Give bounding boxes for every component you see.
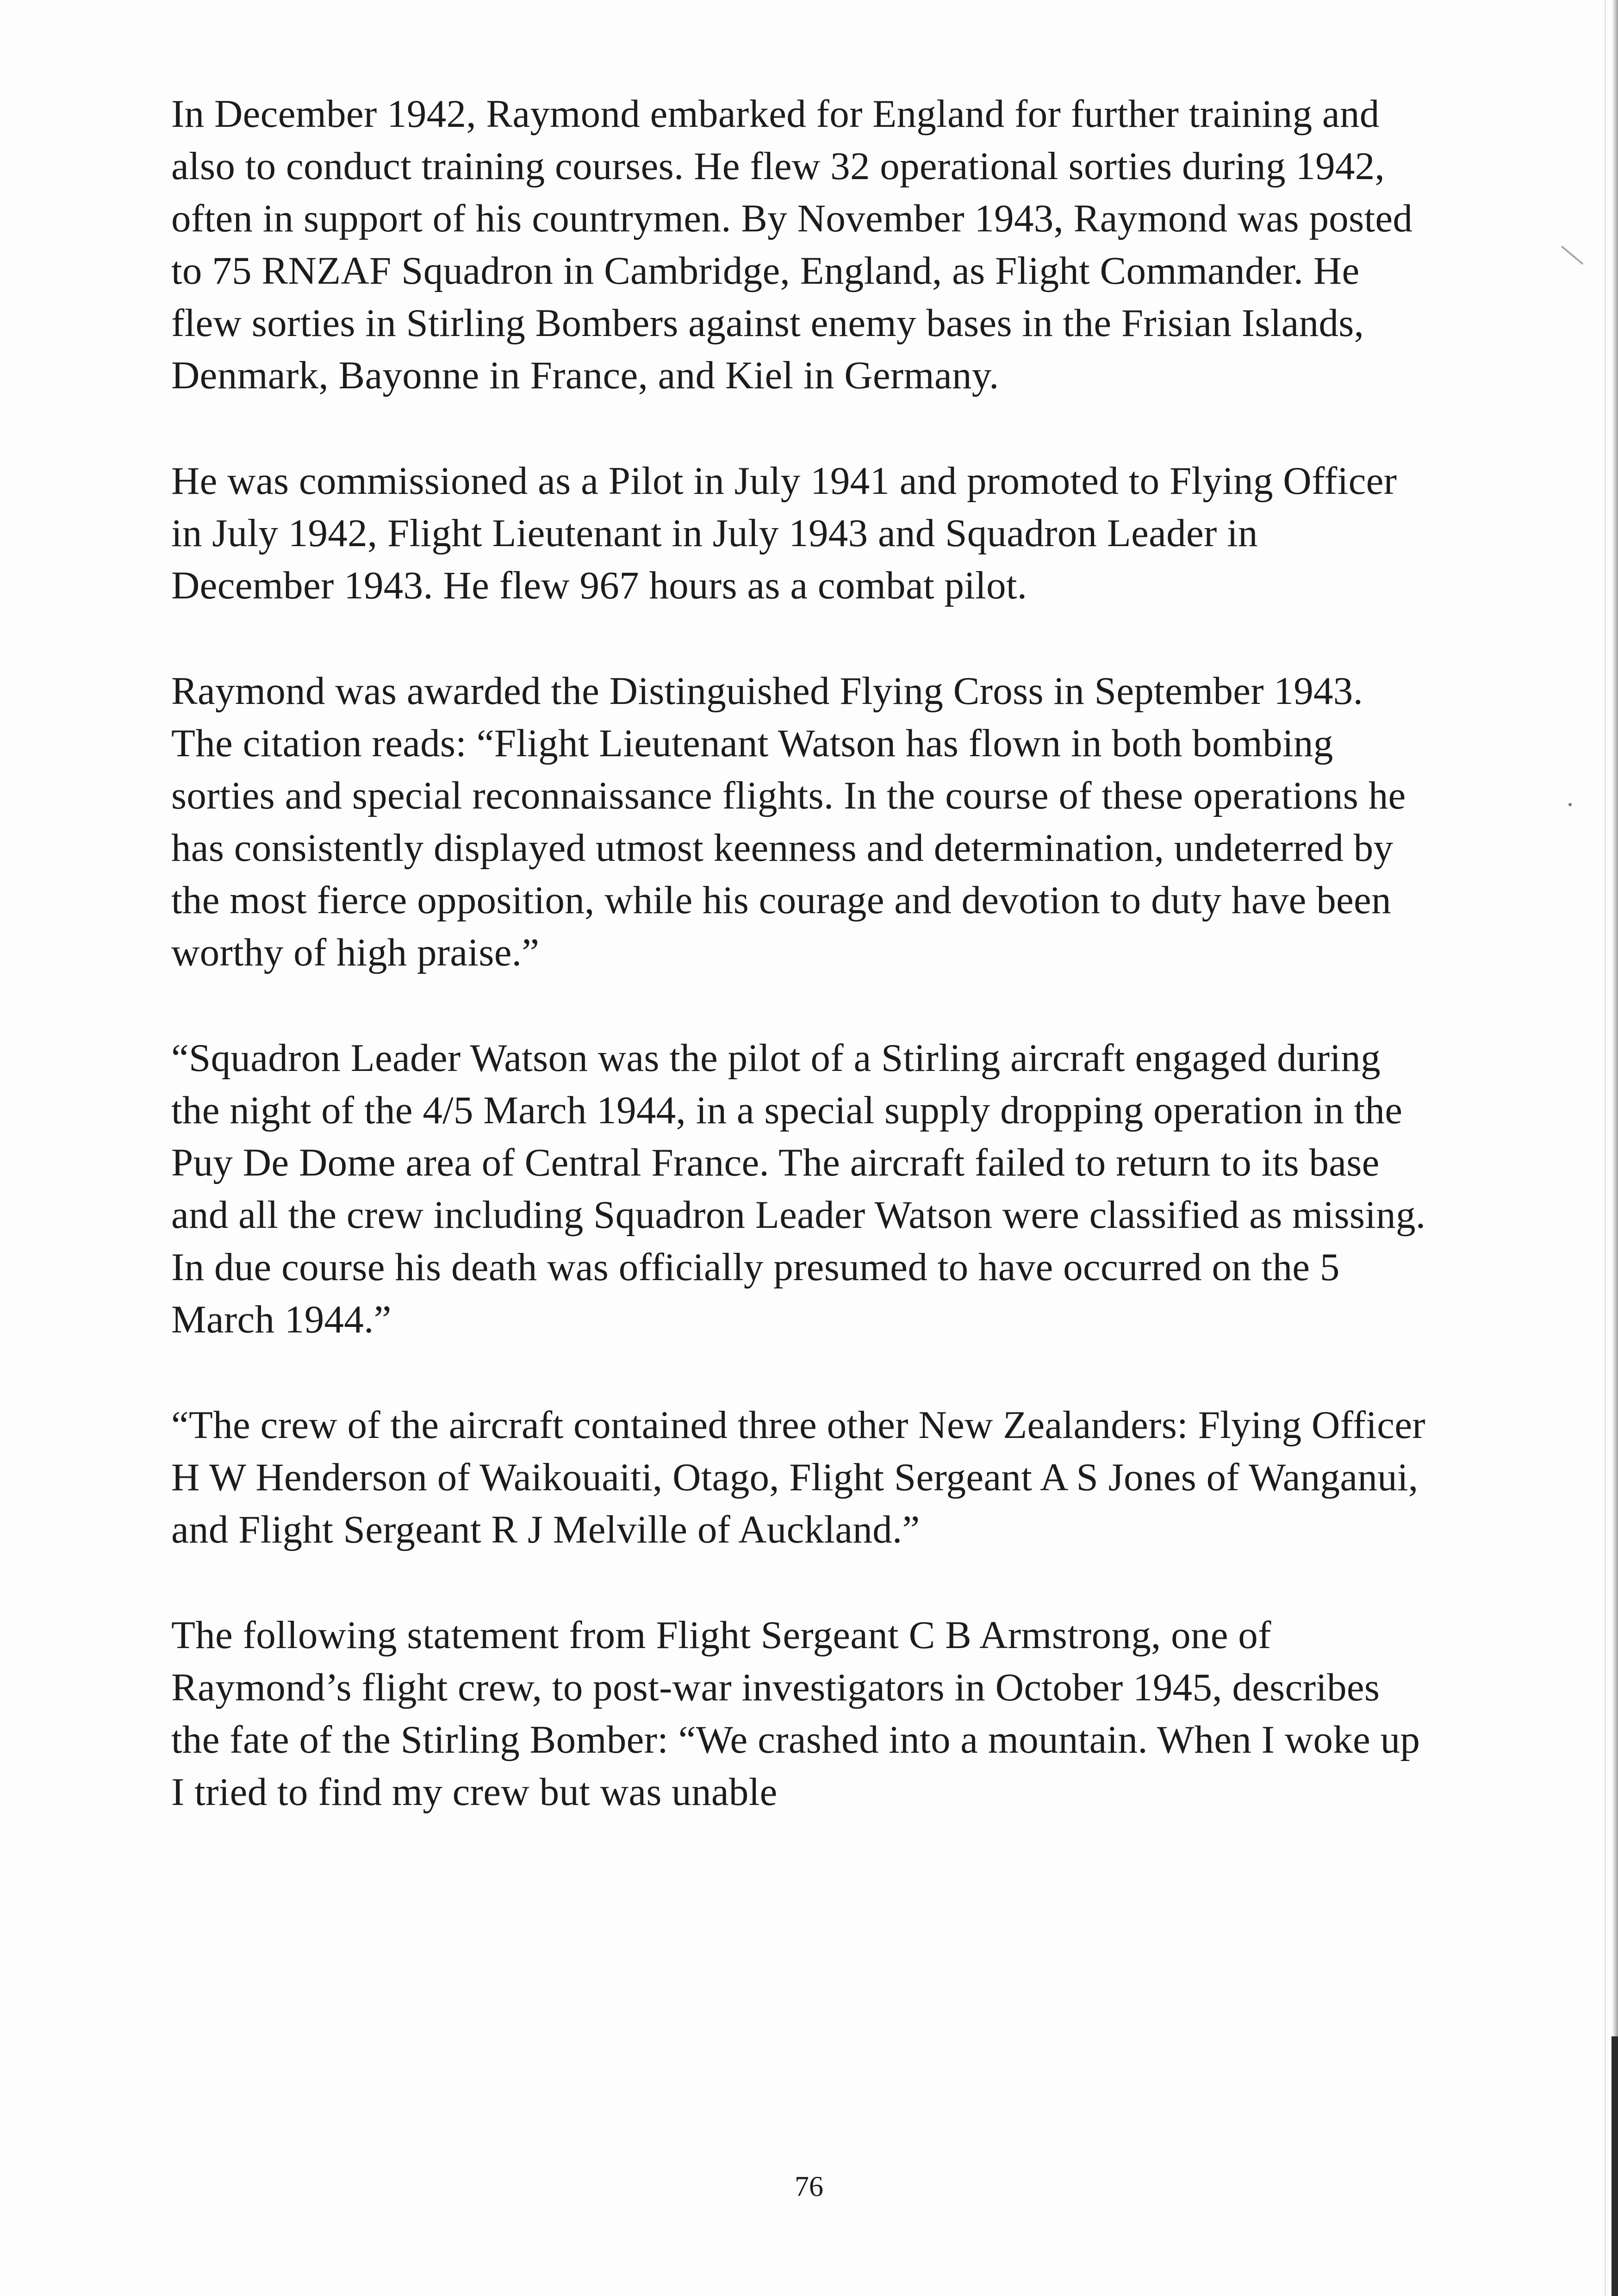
page-number: 76 [795, 2171, 823, 2203]
page-edge-binding [1612, 2036, 1618, 2296]
scan-dot [1568, 803, 1572, 806]
paragraph-statement: The following statement from Flight Sergeant C B Armstrong, one of Raymond’s flight crew, to post-war investigators in October 1945, describes the fate of the Stirling Bomber: “We crashed into a mountain. When I woke up I tried to find my crew but was unable [171, 1613, 1420, 1814]
paragraph-commission: He was commissioned as a Pilot in July 1941 and promoted to Flying Officer in July 1942, Flight Lieutenant in July 1943 and Squadron Leader in December 1943. He flew 967 hours as a combat pilot. [171, 459, 1397, 607]
scan-mark [1561, 245, 1584, 265]
page-edge-shadow [1605, 0, 1606, 2296]
paragraph-dfc-citation: Raymond was awarded the Distinguished Flying Cross in September 1943. The citation reads: “Flight Lieutenant Watson has flown in both bombing sorties and special reconnaissance flights. In the course of these operations he has consistently displayed utmost keenness and determination, undeterred by the most fierce opposition, while his courage and devotion to duty have been worthy of high praise.” [171, 669, 1406, 974]
body-text [171, 88, 1430, 1872]
paragraph-crew: “The crew of the aircraft contained three other New Zealanders: Flying Officer H W Henderson of Waikouaiti, Otago, Flight Sergeant A S Jones of Wanganui, and Flight Sergeant R J Melville of Auckland.” [171, 1403, 1425, 1551]
paragraph-missing: “Squadron Leader Watson was the pilot of a Stirling aircraft engaged during the night of the 4/5 March 1944, in a special supply dropping operation in the Puy De Dome area of Central France. The aircraft failed to return to its base and all the crew including Squadron Leader Watson were classified as missing. In due course his death was officially presumed to have occurred on the 5 March 1944.” [171, 1036, 1426, 1341]
page-edge [1612, 0, 1618, 2296]
paragraph-training: In December 1942, Raymond embarked for England for further training and also to conduct training courses. He flew 32 operational sorties during 1942, often in support of his countrymen. By November 1943, Raymond was posted to 75 RNZAF Squadron in Cambridge, England, as Flight Commander. He flew sorties in Stirling Bombers against enemy bases in the Frisian Islands, Denmark, Bayonne in France, and Kiel in Germany. [171, 92, 1413, 397]
